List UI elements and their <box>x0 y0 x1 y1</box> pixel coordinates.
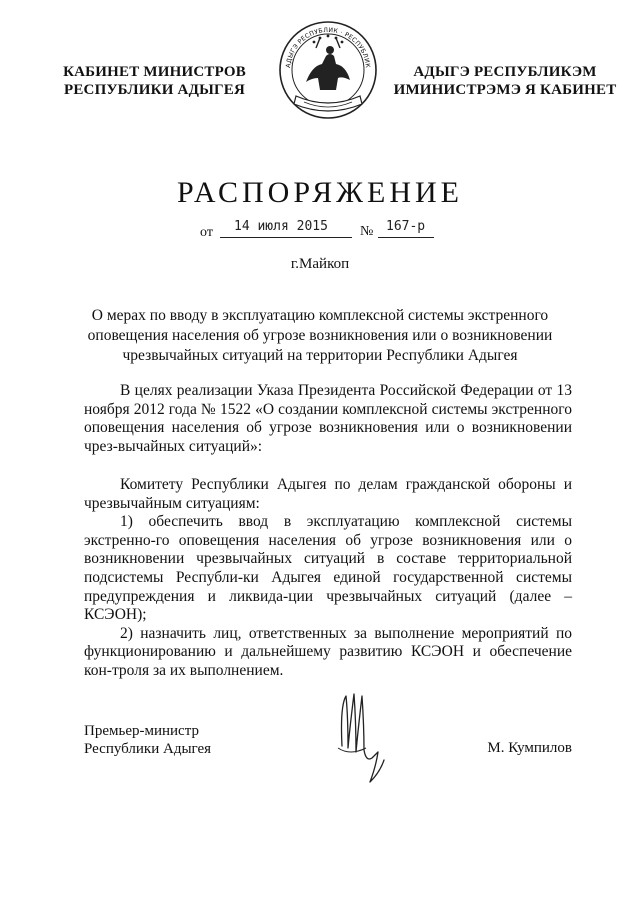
preamble-paragraph <box>84 382 572 456</box>
header-left-line2: РЕСПУБЛИКИ АДЫГЕЯ <box>63 82 246 98</box>
header-right <box>385 63 625 99</box>
header-left <box>52 63 257 99</box>
emblem-text: АДЫГЭ РЕСПУБЛИК · РЕСПУБЛИК <box>285 26 372 69</box>
header-right-line2: ИМИНИСТРЭМЭ Я КАБИНЕТ <box>393 82 617 98</box>
date-prefix: от <box>200 225 213 240</box>
subject-line2: оповещения населения об угрозе возникновения или о возникновении <box>87 327 553 344</box>
date-field <box>220 219 352 238</box>
body-item-1: 1) обеспечить ввод в эксплуатацию комплексной системы экстренно-го оповещения населения об угрозе возникновения или о возникновении чрезвычайных ситуаций в составе территориальной подсистемы Республи-ки Адыгея единой государственной системы предупреждения и ликвида-ции чрезвычайных ситуаций (далее – КСЭОН); <box>84 513 572 624</box>
signatory-name: М. Кумпилов <box>487 740 572 756</box>
coat-of-arms-emblem <box>276 18 380 124</box>
header-right-line1: АДЫГЭ РЕСПУБЛИКЭМ <box>413 64 597 80</box>
header-left-line1: КАБИНЕТ МИНИСТРОВ <box>63 64 246 80</box>
document-type-title: РАСПОРЯЖЕНИЕ <box>176 176 464 209</box>
signatory-title-line2: Республики Адыгея <box>84 741 212 757</box>
date-value: 14 июля 2015 <box>234 219 328 234</box>
signatory-title-line1: Премьер-министр <box>84 723 199 739</box>
signatory-title <box>84 722 211 758</box>
number-value: 167-р <box>386 219 426 234</box>
document-subject <box>80 306 560 366</box>
date-number-line <box>200 219 480 241</box>
subject-line3: чрезвычайных ситуаций на территории Республики Адыгея <box>122 347 518 364</box>
number-prefix: № <box>360 224 374 239</box>
preamble-text: В целях реализации Указа Президента Российской Федерации от 13 ноября 2012 года № 1522 «О создании комплексной системы экстренного оповещения населения об угрозе возникновения или о возникновении чрез-вычайных ситуаций»: <box>84 382 572 455</box>
subject-line1: О мерах по вводу в эксплуатацию комплексной системы экстренного <box>91 307 549 324</box>
city-label: г.Майкоп <box>290 256 350 272</box>
body-intro: Комитету Республики Адыгея по делам гражданской обороны и чрезвычайным ситуациям: <box>84 476 572 512</box>
number-field <box>378 219 434 238</box>
order-body <box>84 476 572 681</box>
handwritten-signature <box>320 686 400 786</box>
body-item-2: 2) назначить лиц, ответственных за выполнение мероприятий по функционированию и дальнейшему развитию КСЭОН и обеспечение кон-троля за их выполнением. <box>84 624 572 679</box>
